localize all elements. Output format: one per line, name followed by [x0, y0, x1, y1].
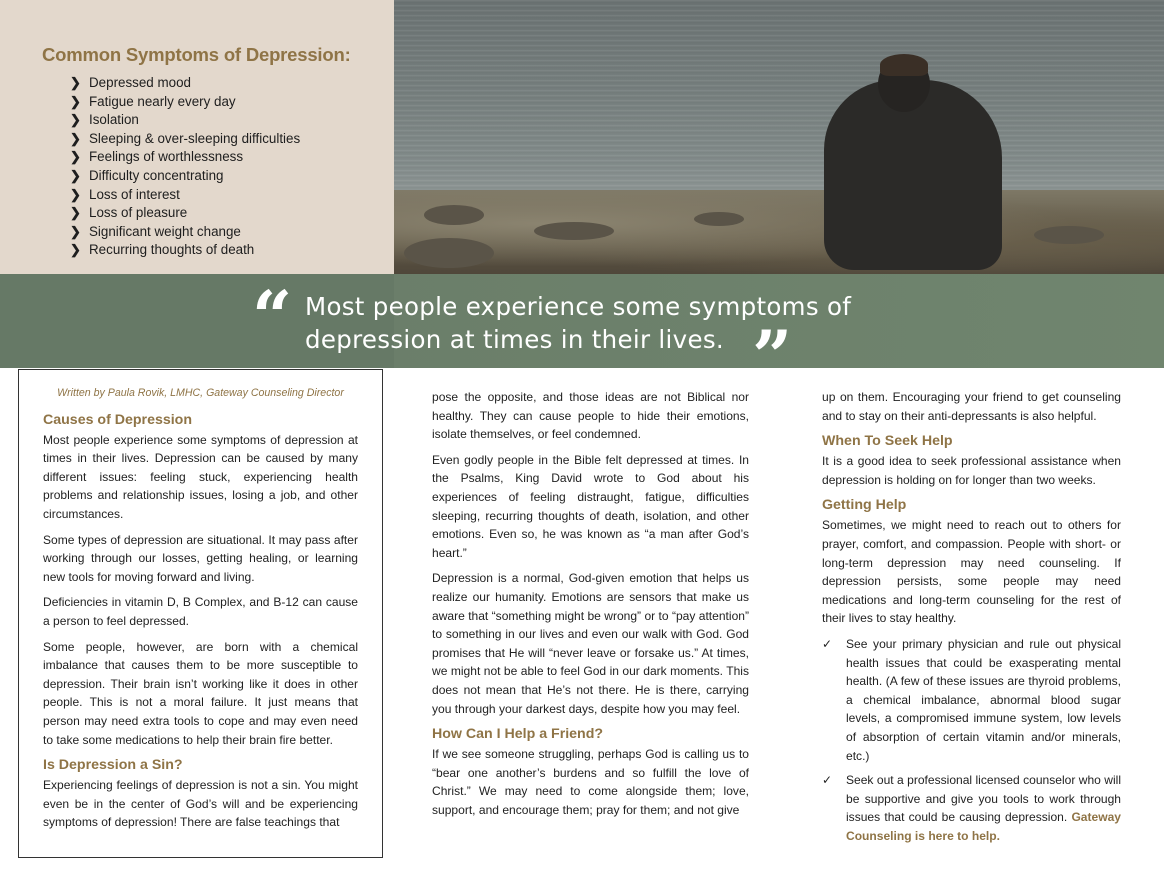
heading-getting-help: Getting Help: [822, 497, 907, 514]
column-2: [432, 388, 749, 826]
paragraph: Even godly people in the Bible felt depressed at times. In the Psalms, King David wrote to God about his experiences of feeling distraught, fatigue, difficulties sleeping, recurring thoughts of death, isolation, and other emotions. Even so, he was known as “a man after God’s heart.”: [432, 452, 749, 560]
symptom-label: Sleeping & over-sleeping difficulties: [89, 130, 301, 146]
paragraph: Some people, however, are born with a chemical imbalance that causes them to be more susceptible to depression. Their brain isn’t working like it does in other people. This is not a moral failure. It just means that person may need extra tools to cope and may even need to take some medications to help their brain fire better.: [43, 639, 358, 747]
lake-photo: [394, 0, 1164, 274]
paragraph: pose the opposite, and those ideas are not Biblical nor healthy. They can cause people to hide their emotions, isolate themselves, or feel condemned.: [432, 390, 749, 442]
chevron-right-icon: ❯: [70, 112, 81, 128]
rock: [1034, 226, 1104, 244]
column-1: [43, 370, 358, 839]
gateway-callout: Gateway Counseling is here to help.: [846, 810, 1121, 843]
rock: [694, 212, 744, 226]
symptom-label: Difficulty concentrating: [89, 167, 224, 183]
symptom-item: [70, 130, 300, 149]
quotation-mark-icon: ”: [752, 315, 793, 398]
paragraph: up on them. Encouraging your friend to get counseling and to stay on their anti-depressants is also helpful.: [822, 390, 1121, 423]
chevron-right-icon: ❯: [70, 242, 81, 258]
checklist: [822, 635, 1121, 846]
symptom-item: [70, 204, 300, 223]
checklist-item: [822, 771, 1121, 845]
chevron-right-icon: ❯: [70, 149, 81, 165]
paragraph: Experiencing feelings of depression is not a sin. You might even be in the center of God’s will and be experiencing symptoms of depression! There are false teachings that: [43, 778, 358, 830]
symptom-item: [70, 167, 300, 186]
symptom-item: [70, 148, 300, 167]
paragraph: Most people experience some symptoms of depression at times in their lives. Depression can be caused by many different issues: feeling stuck, experiencing health problems and relationship issues, losing a job, and other circumstances.: [43, 432, 358, 521]
checklist-text-main: Seek out a professional licensed counselor who will be supportive and give you tools to work through issues that could be causing depression.: [846, 773, 1121, 825]
symptoms-title: Common Symptoms of Depression:: [42, 44, 351, 65]
chevron-right-icon: ❯: [70, 186, 81, 202]
paragraph: Sometimes, we might need to reach out to others for prayer, comfort, and compassion. People with short- or long-term depression may need counseling. If depression persists, some people may need medications and long-term counseling for the rest of their lives to stay healthy.: [822, 518, 1121, 626]
checklist-text: [846, 771, 1121, 845]
symptom-item: [70, 186, 300, 205]
checkmark-icon: ✓: [822, 636, 833, 651]
heading-sin: Is Depression a Sin?: [43, 757, 183, 774]
symptom-item: [70, 111, 300, 130]
checklist-item: [822, 635, 1121, 765]
symptom-item: [70, 223, 300, 242]
symptom-item: [70, 241, 300, 260]
paragraph: It is a good idea to seek professional assistance when depression is holding on for longer than two weeks.: [822, 454, 1121, 487]
rock: [534, 222, 614, 240]
symptom-label: Depressed mood: [89, 75, 191, 90]
byline: Written by Paula Rovik, LMHC, Gateway Counseling Director: [57, 387, 344, 399]
quotation-mark-icon: “: [252, 275, 293, 358]
water-texture: [394, 0, 1164, 200]
chevron-right-icon: ❯: [70, 130, 81, 146]
checkmark-icon: ✓: [822, 773, 833, 788]
pull-quote: Most people experience some symptoms of depression at times in their lives.: [305, 292, 852, 354]
symptoms-panel: [0, 0, 394, 274]
heading-causes: Causes of Depression: [43, 411, 193, 428]
symptom-label: Fatigue nearly every day: [89, 93, 236, 109]
chevron-right-icon: ❯: [70, 75, 81, 90]
paragraph: Deficiencies in vitamin D, B Complex, and B-12 can cause a person to feel depressed.: [43, 595, 358, 628]
column-3: [822, 388, 1121, 851]
symptom-label: Feelings of worthlessness: [89, 149, 244, 165]
rock: [404, 238, 494, 268]
symptom-item: [70, 74, 300, 93]
rock: [424, 205, 484, 225]
symptom-label: Loss of interest: [89, 186, 180, 202]
symptom-label: Loss of pleasure: [89, 205, 188, 221]
symptoms-list: [70, 74, 300, 260]
symptom-item: [70, 93, 300, 112]
person-hair: [880, 54, 928, 76]
symptom-label: Recurring thoughts of death: [89, 242, 255, 258]
paragraph: If we see someone struggling, perhaps God is calling us to “bear one another’s burdens and so fulfill the love of Christ.” We may need to come alongside them; love, support, and encourage them; pray for them; and not give: [432, 747, 749, 817]
symptom-label: Isolation: [89, 112, 139, 128]
heading-when-seek-help: When To Seek Help: [822, 433, 953, 450]
heading-help-friend: How Can I Help a Friend?: [432, 726, 604, 743]
checklist-text: See your primary physician and rule out physical health issues that could be exasperating mental health. (A few of these issues are thyroid problems, a chemical imbalance, abnormal blood sugar levels, a compromised immune system, low levels of absorption of certain vitamin and/or minerals, etc.): [846, 636, 1121, 763]
chevron-right-icon: ❯: [70, 223, 81, 239]
paragraph: Some types of depression are situational. It may pass after working through our losses, getting healing, or learning new tools for moving forward and living.: [43, 532, 358, 584]
chevron-right-icon: ❯: [70, 205, 81, 221]
paragraph: Depression is a normal, God-given emotion that helps us realize our humanity. Emotions are sensors that make us aware that “something might be wrong” or to “pay attention” to something in our lives and even our walk with God. God promises that He will “never leave or forsake us.” At times, we might not be able to feel God in our dark moments. This does not mean that He’s not there. He is there, carrying you through your darkest days, despite how you may feel.: [432, 571, 749, 716]
chevron-right-icon: ❯: [70, 167, 81, 183]
symptom-label: Significant weight change: [89, 223, 241, 239]
chevron-right-icon: ❯: [70, 93, 81, 109]
